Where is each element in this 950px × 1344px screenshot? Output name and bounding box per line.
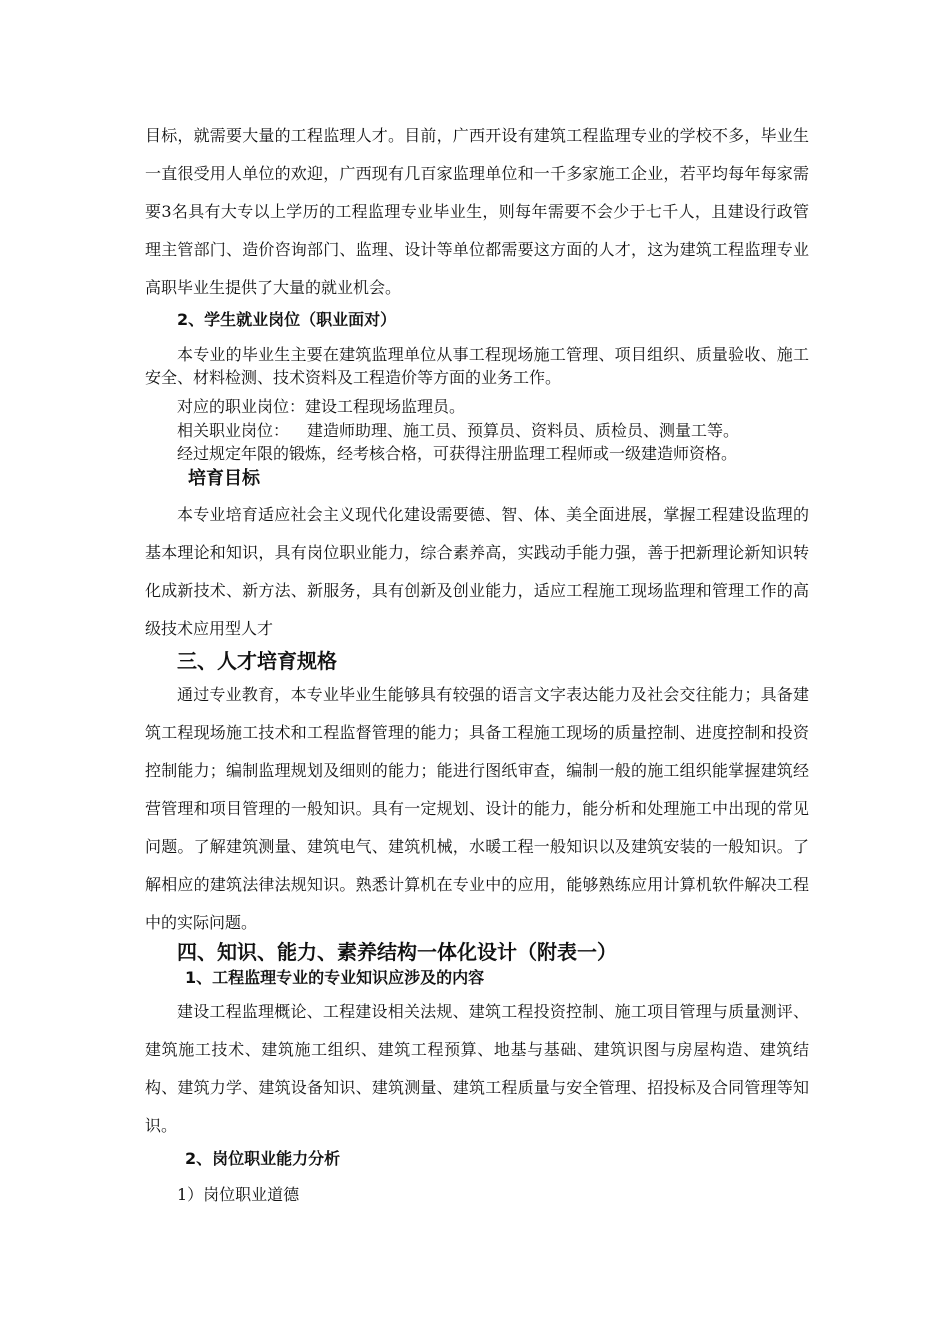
ethics-item: 1）岗位职业道德 bbox=[177, 1185, 300, 1204]
job-position-line: 对应的职业岗位：建设工程现场监理员。 bbox=[177, 397, 466, 416]
goal-heading: 培育目标 bbox=[188, 468, 260, 489]
job-related-value: 建造师助理、施工员、预算员、资料员、质检员、测量工等。 bbox=[307, 421, 740, 440]
knowledge-heading: 1、工程监理专业的专业知识应涉及的内容 bbox=[185, 968, 485, 987]
knowledge-paragraph: 建设工程监理概论、工程建设相关法规、建筑工程投资控制、施工项目管理与质量测评、建筑施工技术、建筑施工组织、建筑工程预算、地基与基础、建筑识图与房屋构造、建筑结构、建筑力学、建筑设备知识、建筑测量、建筑工程质量与安全管理、招投标及合同管理等知识。 bbox=[145, 1002, 809, 1135]
intro-paragraph: 目标，就需要大量的工程监理人才。目前，广西开设有建筑工程监理专业的学校不多，毕业生一直很受用人单位的欢迎，广西现有几百家监理单位和一千多家施工企业，若平均每年每家需要3名具有大专以上学历的工程监理专业毕业生，则每年需要不会少于七千人，且建设行政管理主管部门、造价咨询部门、监理、设计等单位都需要这方面的人才，这为建筑工程监理专业高职毕业生提供了大量的就业机会。 bbox=[145, 126, 809, 297]
design-heading: 四、知识、能力、素养结构一体化设计（附表一） bbox=[177, 940, 617, 964]
spec-paragraph: 通过专业教育，本专业毕业生能够具有较强的语言文字表达能力及社会交往能力；具备建筑工程现场施工技术和工程监督管理的能力；具备工程施工现场的质量控制、进度控制和投资控制能力；编制监理规划及细则的能力；能进行图纸审查，编制一般的施工组织能掌握建筑经营管理和项目管理的一般知识。具有一定规划、设计的能力，能分析和处理施工中出现的常见问题。了解建筑测量、建筑电气、建筑机械，水暖工程一般知识以及建筑安装的一般知识。了解相应的建筑法律法规知识。熟悉计算机在专业中的应用，能够熟练应用计算机软件解决工程中的实际问题。 bbox=[145, 685, 809, 932]
goal-paragraph: 本专业培育适应社会主义现代化建设需要德、智、体、美全面进展，掌握工程建设监理的基本理论和知识，具有岗位职业能力，综合素养高，实践动手能力强，善于把新理论新知识转化成新技术、新方法、新服务，具有创新及创业能力，适应工程施工现场监理和管理工作的高级技术应用型人才 bbox=[145, 505, 809, 638]
job-related-line bbox=[177, 419, 739, 442]
spec-heading: 三、人才培育规格 bbox=[177, 649, 337, 673]
ability-heading: 2、岗位职业能力分析 bbox=[185, 1149, 341, 1168]
job-description-paragraph: 本专业的毕业生主要在建筑监理单位从事工程现场施工管理、项目组织、质量验收、施工安全、材料检测、技术资料及工程造价等方面的业务工作。 bbox=[145, 345, 809, 387]
job-related-label: 相关职业岗位： bbox=[177, 421, 290, 440]
job-heading: 2、学生就业岗位（职业面对） bbox=[177, 310, 397, 329]
job-training-line: 经过规定年限的锻炼，经考核合格，可获得注册监理工程师或一级建造师资格。 bbox=[177, 444, 738, 463]
